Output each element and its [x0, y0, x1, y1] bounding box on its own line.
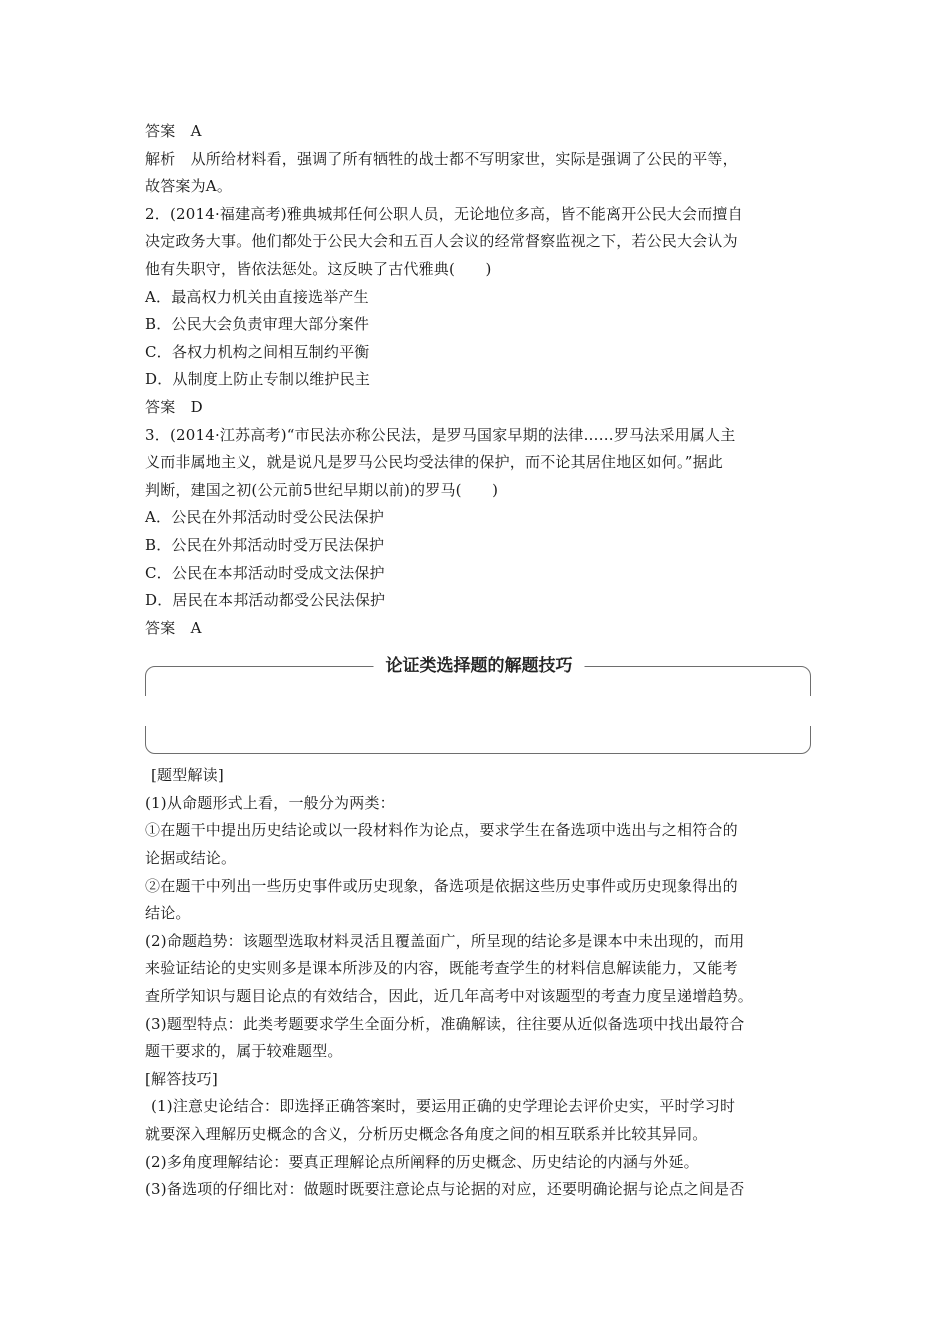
reading-line: 来验证结论的史实则多是课本所涉及的内容，既能考查学生的材料信息解读能力，又能考 [145, 959, 738, 978]
q2-option-c: C．各权力机构之间相互制约平衡 [145, 342, 370, 361]
q2-answer: 答案 D [145, 397, 203, 416]
q2-option-a: A．最高权力机关由直接选举产生 [145, 287, 369, 306]
section-title: 论证类选择题的解题技巧 [374, 656, 585, 676]
reading-line: 查所学知识与题目论点的有效结合，因此，近几年高考中对该题型的考查力度呈递增趋势。 [145, 987, 754, 1006]
reading-line: 结论。 [145, 904, 191, 923]
q3-option-d: D．居民在本邦活动都受公民法保护 [145, 591, 386, 610]
section-box-frame [145, 666, 811, 754]
q3-option-c: C．公民在本邦活动时受成文法保护 [145, 563, 385, 582]
reading-line: ①在题干中提出历史结论或以一段材料作为论点，要求学生在备选项中选出与之相符合的 [145, 821, 738, 840]
q3-stem-line: 判断，建国之初(公元前5世纪早期以前)的罗马( ) [145, 480, 499, 499]
skills-line: (1)注意史论结合：即选择正确答案时，要运用正确的史学理论去评价史实，平时学习时 [151, 1097, 736, 1116]
q1-analysis-line: 解析 从所给材料看，强调了所有牺牲的战士都不写明家世，实际是强调了公民的平等， [145, 149, 738, 168]
q2-option-d: D．从制度上防止专制以维护民主 [145, 370, 371, 389]
q1-analysis-line: 故答案为A。 [145, 177, 233, 196]
section-title-box [145, 656, 813, 756]
reading-line: (3)题型特点：此类考题要求学生全面分析，准确解读，往往要从近似备选项中找出最符合 [145, 1014, 745, 1033]
q3-option-a: A．公民在外邦活动时受公民法保护 [145, 508, 385, 527]
skills-line: (3)备选项的仔细比对：做题时既要注意论点与论据的对应，还要明确论据与论点之间是否 [145, 1180, 745, 1199]
q3-stem-line: 3．(2014·江苏高考)“市民法亦称公民法，是罗马国家早期的法律……罗马法采用属人主 [145, 425, 736, 444]
q2-stem-line: 他有失职守，皆依法惩处。这反映了古代雅典( ) [145, 259, 492, 278]
reading-heading: [题型解读] [151, 766, 224, 785]
q3-answer: 答案 A [145, 618, 202, 637]
q2-stem-line: 决定政务大事。他们都处于公民大会和五百人会议的经常督察监视之下，若公民大会认为 [145, 232, 738, 251]
reading-line: (2)命题趋势：该题型选取材料灵活且覆盖面广，所呈现的结论多是课本中未出现的，而用 [145, 931, 745, 950]
q3-option-b: B．公民在外邦活动时受万民法保护 [145, 535, 385, 554]
reading-line: 论据或结论。 [145, 849, 237, 868]
q3-stem-line: 义而非属地主义，就是说凡是罗马公民均受法律的保护，而不论其居住地区如何。”据此 [145, 453, 723, 472]
q2-option-b: B．公民大会负责审理大部分案件 [145, 315, 370, 334]
q1-answer: 答案 A [145, 122, 202, 140]
skills-heading: [解答技巧] [145, 1069, 218, 1088]
reading-line: 题干要求的，属于较难题型。 [145, 1042, 343, 1061]
document-page [145, 118, 813, 1204]
skills-line: 就要深入理解历史概念的含义，分析历史概念各角度之间的相互联系并比较其异同。 [145, 1125, 708, 1143]
reading-line: ②在题干中列出一些历史事件或历史现象，备选项是依据这些历史事件或历史现象得出的 [145, 876, 738, 895]
q2-stem-line: 2．(2014·福建高考)雅典城邦任何公职人员，无论地位多高，皆不能离开公民大会而擅自 [145, 204, 743, 223]
reading-line: (1)从命题形式上看，一般分为两类： [145, 793, 395, 812]
skills-line: (2)多角度理解结论：要真正理解论点所阐释的历史概念、历史结论的内涵与外延。 [145, 1152, 699, 1171]
